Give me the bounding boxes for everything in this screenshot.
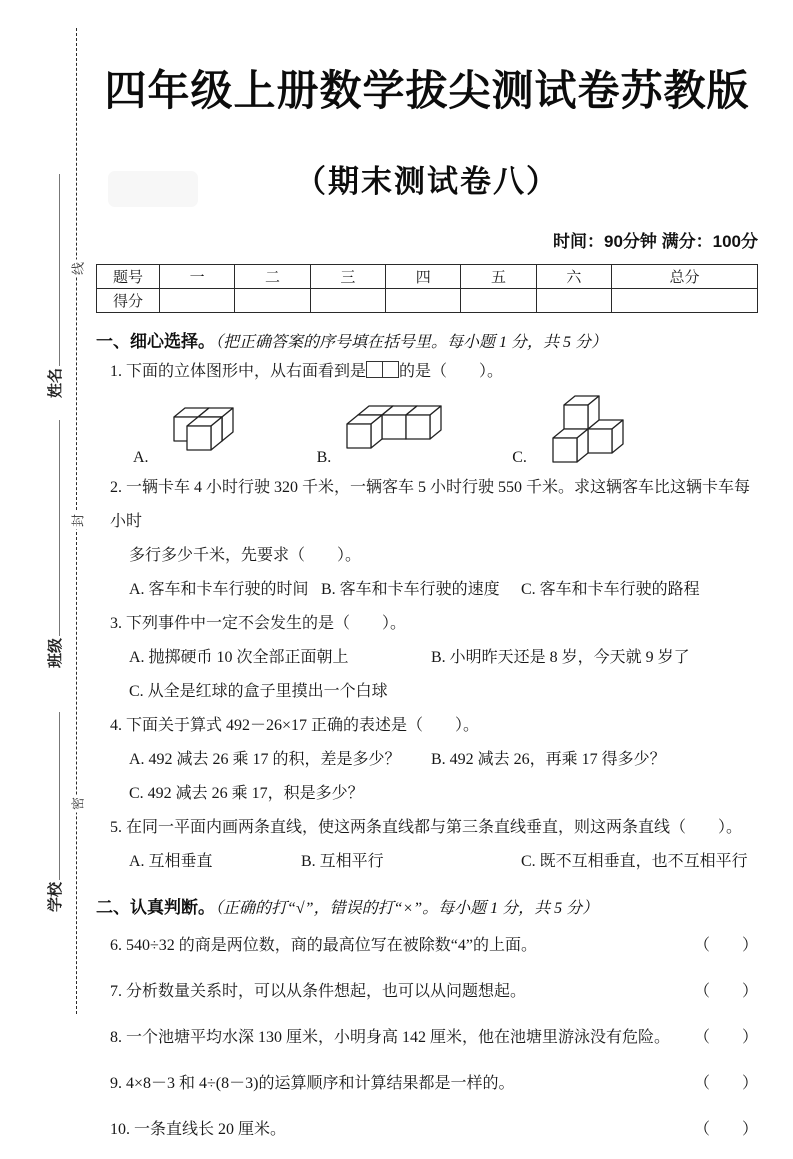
score-header-cell: 四 bbox=[386, 265, 461, 289]
q1-option-c-label: C. bbox=[512, 449, 527, 466]
cube-figure-b bbox=[334, 397, 464, 469]
q6-text: 6. 540÷32 的商是两位数，商的最高位写在被除数“4”的上面。 bbox=[110, 937, 537, 954]
q1-text-after: 的是（ ）。 bbox=[399, 363, 504, 380]
score-empty-cell bbox=[612, 289, 758, 313]
q2-line2: 多行多少千米，先要求（ ）。 bbox=[129, 547, 362, 564]
school-blank-line bbox=[45, 712, 60, 880]
q1-figure-a bbox=[133, 397, 262, 469]
q1-text-before: 1. 下面的立体图形中，从右面看到是 bbox=[110, 363, 367, 380]
section2-heading bbox=[96, 896, 758, 921]
q7-answer-bracket: （ ） bbox=[693, 983, 758, 1000]
q1-option-b-label: B. bbox=[316, 449, 332, 466]
name-blank-line bbox=[45, 174, 60, 366]
score-header-cell: 六 bbox=[536, 265, 611, 289]
q1-option-a-label: A. bbox=[133, 449, 149, 466]
school-field bbox=[44, 712, 66, 912]
score-header-cell: 题号 bbox=[97, 265, 160, 289]
section1-title: 一、细心选择。 bbox=[96, 332, 215, 351]
q1-inline-square bbox=[382, 361, 399, 378]
q4-options-row1 bbox=[129, 743, 758, 777]
q3-options-row1 bbox=[129, 641, 758, 675]
question-6 bbox=[110, 929, 758, 963]
q2-options bbox=[129, 573, 758, 607]
score-header-cell: 总分 bbox=[612, 265, 758, 289]
question-8 bbox=[110, 1021, 758, 1055]
question-4 bbox=[110, 709, 758, 743]
q5-option-c: C. 既不互相垂直，也不互相平行 bbox=[521, 853, 748, 870]
q4-option-b: B. 492 减去 26，再乘 17 得多少？ bbox=[431, 751, 666, 768]
cube-figure-a bbox=[152, 397, 262, 469]
q6-answer-bracket: （ ） bbox=[693, 937, 758, 954]
score-header-cell: 三 bbox=[310, 265, 385, 289]
class-field bbox=[44, 420, 66, 668]
q2-option-b: B. 客车和卡车行驶的速度 bbox=[321, 581, 500, 598]
q5-stem: 5. 在同一平面内画两条直线，使这两条直线都与第三条直线垂直，则这两条直线（ ）。 bbox=[110, 819, 743, 836]
q4-option-a: A. 492 减去 26 乘 17 的积，差是多少？ bbox=[129, 751, 401, 768]
score-empty-cell bbox=[536, 289, 611, 313]
question-1 bbox=[110, 355, 758, 389]
q5-option-a: A. 互相垂直 bbox=[129, 853, 213, 870]
score-header-cell: 五 bbox=[461, 265, 536, 289]
q8-text: 8. 一个池塘平均水深 130 厘米，小明身高 142 厘米，他在池塘里游泳没有危险。 bbox=[110, 1029, 671, 1046]
q9-answer-bracket: （ ） bbox=[693, 1075, 758, 1092]
score-header-cell: 二 bbox=[235, 265, 310, 289]
q10-text: 10. 一条直线长 20 厘米。 bbox=[110, 1121, 287, 1138]
section2-title: 二、认真判断。 bbox=[96, 898, 215, 917]
q1-figures-row bbox=[96, 395, 758, 469]
school-field-label: 学校 bbox=[47, 881, 64, 912]
paper-content bbox=[96, 0, 758, 1159]
seal-char-xian: 线 bbox=[65, 260, 90, 278]
q5-option-b: B. 互相平行 bbox=[301, 853, 384, 870]
question-9 bbox=[110, 1067, 758, 1101]
q1-inline-square bbox=[366, 361, 383, 378]
name-field-label: 姓名 bbox=[47, 367, 64, 398]
q5-options bbox=[129, 845, 758, 879]
q8-answer-bracket: （ ） bbox=[693, 1029, 758, 1046]
q3-stem: 3. 下列事件中一定不会发生的是（ ）。 bbox=[110, 615, 407, 632]
score-table bbox=[96, 264, 758, 313]
score-empty-cell bbox=[235, 289, 310, 313]
q1-figure-b bbox=[317, 397, 465, 469]
q9-text: 9. 4×8－3 和 4÷(8－3)的运算顺序和计算结果都是一样的。 bbox=[110, 1075, 515, 1092]
score-empty-cell bbox=[310, 289, 385, 313]
q3-option-c: C. 从全是红球的盒子里摸出一个白球 bbox=[129, 683, 388, 700]
score-header-cell: 一 bbox=[160, 265, 235, 289]
seal-char-mi: 密 bbox=[65, 795, 90, 813]
score-empty-cell bbox=[160, 289, 235, 313]
q3-options-row2 bbox=[129, 675, 758, 709]
score-table-score-row bbox=[97, 289, 758, 313]
q4-stem: 4. 下面关于算式 492－26×17 正确的表述是（ ）。 bbox=[110, 717, 480, 734]
q3-option-b: B. 小明昨天还是 8 岁，今天就 9 岁了 bbox=[431, 649, 690, 666]
page-title: 四年级上册数学拔尖测试卷苏教版 bbox=[104, 67, 750, 114]
section2-note: （正确的打“√”，错误的打“×”。每小题 1 分，共 5 分） bbox=[215, 900, 599, 917]
section1-note: （把正确答案的序号填在括号里。每小题 1 分，共 5 分） bbox=[215, 334, 608, 351]
q4-options-row2 bbox=[129, 777, 758, 811]
cube-figure-c bbox=[530, 395, 640, 469]
q3-option-a: A. 抛掷硬币 10 次全部正面朝上 bbox=[129, 649, 349, 666]
question-5 bbox=[110, 811, 758, 845]
section1-heading bbox=[96, 330, 758, 355]
q2-option-c: C. 客车和卡车行驶的路程 bbox=[521, 581, 700, 598]
score-empty-cell bbox=[461, 289, 536, 313]
score-table-header-row bbox=[97, 265, 758, 289]
q4-option-c: C. 492 减去 26 乘 17，积是多少？ bbox=[129, 785, 364, 802]
class-field-label: 班级 bbox=[47, 637, 64, 668]
seal-char-feng: 封 bbox=[65, 512, 90, 530]
q2-option-a: A. 客车和卡车行驶的时间 bbox=[129, 581, 309, 598]
name-field bbox=[44, 174, 66, 398]
time-score-meta: 时间：90分钟 满分：100分 bbox=[553, 232, 758, 251]
question-2 bbox=[110, 471, 758, 573]
q10-answer-bracket: （ ） bbox=[693, 1121, 758, 1138]
class-blank-line bbox=[45, 420, 60, 636]
q2-line1: 2. 一辆卡车 4 小时行驶 320 千米，一辆客车 5 小时行驶 550 千米。求这辆客车比这辆卡车每小时 bbox=[110, 479, 751, 530]
question-10 bbox=[110, 1113, 758, 1147]
score-empty-cell bbox=[386, 289, 461, 313]
score-row-label: 得分 bbox=[97, 289, 160, 313]
question-7 bbox=[110, 975, 758, 1009]
q7-text: 7. 分析数量关系时，可以从条件想起，也可以从问题想起。 bbox=[110, 983, 527, 1000]
page-subtitle: （期末测试卷八） bbox=[295, 164, 559, 199]
q1-figure-c bbox=[512, 395, 640, 469]
question-3 bbox=[110, 607, 758, 641]
